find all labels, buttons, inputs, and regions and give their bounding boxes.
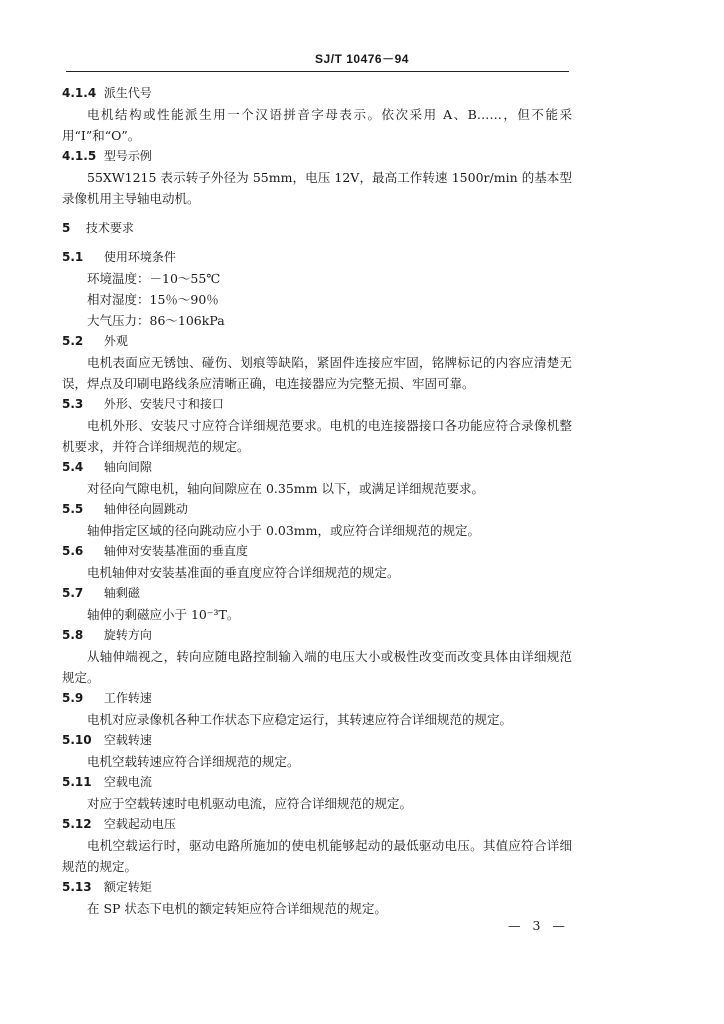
document-code-header: SJ/T 10476－94	[315, 52, 409, 66]
section-heading	[62, 688, 572, 709]
section-heading	[62, 772, 572, 793]
condition-item: 大气压力：86～106kPa	[87, 313, 225, 328]
paragraph: 对应于空载转速时电机驱动电流，应符合详细规范的规定。	[87, 796, 413, 811]
section-heading	[62, 247, 572, 268]
section-title: 轴剩磁	[103, 586, 140, 600]
paragraph: 电机空载转速应符合详细规范的规定。	[87, 754, 300, 769]
header-rule	[66, 71, 569, 72]
paragraph: 轴伸的剩磁应小于 10⁻³T。	[87, 607, 240, 622]
section-heading	[62, 83, 572, 104]
chapter-title: 技术要求	[85, 221, 134, 235]
section-number: 5.9	[62, 691, 84, 705]
section-title: 额定转矩	[103, 880, 152, 894]
section-number: 5.4	[62, 460, 84, 474]
section-heading	[62, 814, 572, 835]
section-title: 空载转速	[103, 733, 152, 747]
section-heading	[62, 877, 572, 898]
section-number: 5.1	[62, 250, 84, 264]
section-number: 5.10	[62, 733, 92, 747]
section-title: 外观	[103, 334, 128, 348]
section-heading	[62, 394, 572, 415]
section-title: 轴伸对安装基准面的垂直度	[103, 544, 248, 558]
section-number: 5.12	[62, 817, 92, 831]
paragraph: 电机外形、安装尺寸应符合详细规范要求。电机的电连接器接口各功能应符合录像机整机要求，并符合详细规范的规定。	[62, 418, 572, 454]
paragraph: 电机结构或性能派生用一个汉语拼音字母表示。依次采用 A、B……，但不能采用“I”和“O”。	[62, 107, 572, 143]
section-number: 5.11	[62, 775, 92, 789]
paragraph: 从轴伸端视之，转向应随电路控制输入端的电压大小或极性改变而改变具体由详细规范规定。	[62, 649, 572, 685]
condition-item: 环境温度：－10～55℃	[87, 271, 221, 286]
paragraph: 电机表面应无锈蚀、碰伤、划痕等缺陷，紧固件连接应牢固，铭牌标记的内容应清楚无误，焊点及印刷电路线条应清晰正确，电连接器应为完整无损、牢固可靠。	[62, 355, 572, 391]
paragraph: 55XW1215 表示转子外径为 55mm，电压 12V，最高工作转速 1500r/min 的基本型录像机用主导轴电动机。	[62, 170, 572, 206]
paragraph: 电机空载运行时，驱动电路所施加的使电机能够起动的最低驱动电压。其值应符合详细规范的规定。	[62, 838, 572, 874]
section-number: 5.5	[62, 502, 84, 516]
section-number: 5.2	[62, 334, 84, 348]
section-number: 5.13	[62, 880, 92, 894]
paragraph: 在 SP 状态下电机的额定转矩应符合详细规范的规定。	[87, 901, 387, 916]
paragraph: 电机对应录像机各种工作状态下应稳定运行，其转速应符合详细规范的规定。	[87, 712, 513, 727]
section-title: 使用环境条件	[103, 250, 176, 264]
chapter-number: 5	[62, 221, 71, 235]
section-number: 5.8	[62, 628, 84, 642]
section-heading	[62, 583, 572, 604]
section-number: 5.6	[62, 544, 84, 558]
condition-item: 相对湿度：15％～90％	[87, 292, 219, 307]
section-title: 旋转方向	[103, 628, 152, 642]
paragraph: 电机轴伸对安装基准面的垂直度应符合详细规范的规定。	[87, 565, 400, 580]
section-heading	[62, 499, 572, 520]
section-heading	[62, 541, 572, 562]
section-title: 工作转速	[103, 691, 152, 705]
page-number: — 3 —	[508, 918, 569, 933]
section-number: 4.1.4	[62, 86, 97, 100]
section-number: 5.7	[62, 586, 84, 600]
document-body	[62, 83, 572, 919]
chapter-heading	[62, 215, 572, 241]
section-heading	[62, 730, 572, 751]
paragraph: 轴伸指定区域的径向跳动应小于 0.03mm，或应符合详细规范的规定。	[87, 523, 481, 538]
section-title: 空载电流	[103, 775, 152, 789]
section-title: 轴向间隙	[103, 460, 152, 474]
section-title: 轴伸径向圆跳动	[103, 502, 188, 516]
section-number: 5.3	[62, 397, 84, 411]
section-title: 外形、安装尺寸和接口	[103, 397, 224, 411]
section-title: 型号示例	[103, 149, 152, 163]
section-heading	[62, 331, 572, 352]
section-heading	[62, 457, 572, 478]
section-heading	[62, 146, 572, 167]
section-heading	[62, 625, 572, 646]
paragraph: 对径向气隙电机，轴向间隙应在 0.35mm 以下，或满足详细规范要求。	[87, 481, 484, 496]
section-number: 4.1.5	[62, 149, 97, 163]
section-title: 派生代号	[103, 86, 152, 100]
section-title: 空载起动电压	[103, 817, 176, 831]
